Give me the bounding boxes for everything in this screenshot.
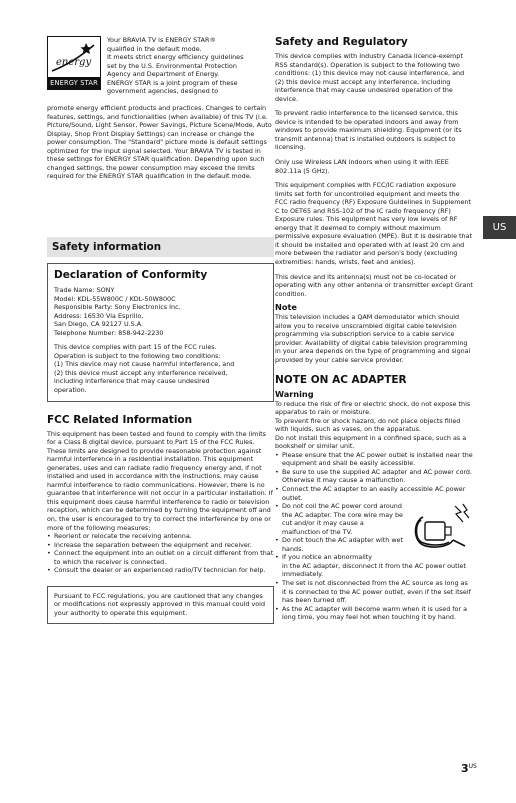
- fcc-pursuant-box: [47, 586, 274, 624]
- energy-intro-line: set by the U.S. Environmental Protection: [107, 61, 237, 70]
- region-tab-us: US: [483, 216, 516, 239]
- adapter-list-bottom: [275, 579, 473, 622]
- list-item: • The set is not disconnected from the AC source as long as it is connected to the AC power outlet, even if the set itself has been turned off.: [275, 579, 473, 605]
- safety-regulatory-heading: Safety and Regulatory: [275, 36, 408, 48]
- declaration-notice-line: (2) this device must accept any interference received,: [54, 368, 228, 377]
- declaration-of-conformity-box: [47, 263, 274, 402]
- list-item: • Increase the separation between the equipment and receiver.: [47, 541, 274, 550]
- list-item: • Connect the AC adapter to an easily accessible AC power outlet.: [275, 485, 473, 502]
- declaration-notice-line: This device complies with part 15 of the FCC rules.: [54, 343, 217, 352]
- list-item: • Reorient or relocate the receiving antenna.: [47, 532, 274, 541]
- declaration-notice: [54, 343, 267, 394]
- abnormality-continuation: in the AC adapter, disconnect it from the AC power outlet immediately.: [282, 561, 466, 579]
- declaration-line: Trade Name: SONY: [54, 286, 115, 294]
- declaration-line: Address: 16530 Via Esprillo,: [54, 311, 144, 320]
- warning-line: To reduce the risk of fire or electric shock, do not expose this apparatus to rain or moisture.: [275, 399, 471, 417]
- declaration-title: Declaration of Conformity: [54, 269, 208, 281]
- list-item: • Be sure to use the supplied AC adapter and AC power cord. Otherwise it may cause a malfunction.: [275, 468, 473, 485]
- page-number-value: 3: [461, 762, 469, 775]
- left-column: [47, 36, 274, 624]
- adapter-illustrated-block: [275, 502, 473, 579]
- ac-adapter-heading: NOTE ON AC ADAPTER: [275, 373, 407, 386]
- page-number-suffix: US: [468, 763, 477, 770]
- page-number: [461, 760, 477, 775]
- energy-intro-line: ENERGY STAR is a joint program of these: [107, 78, 238, 87]
- regulatory-paragraph: This device and its antenna(s) must not be co-located or operating with any other antenna or transmitter except Grant condition.: [275, 272, 473, 298]
- list-item: • Connect the equipment into an outlet on a circuit different from that to which the receiver is connected.: [47, 549, 274, 566]
- declaration-line: Telephone Number: 858-942-2230: [54, 328, 164, 337]
- warning-line: Do not install this equipment in a confined space, such as a bookshelf or similar unit.: [275, 433, 467, 451]
- adapter-list-narrow: [275, 502, 403, 562]
- energy-intro-line: Your BRAVIA TV is ENERGY STAR®: [107, 36, 216, 44]
- energy-intro-line: It meets strict energy efficiency guidelines: [107, 53, 244, 62]
- declaration-notice-line: (1) This device may not cause harmful interference, and: [54, 360, 235, 369]
- regulatory-paragraph: This equipment complies with FCC/IC radiation exposure limits set forth for uncontrolled equipment and meets the FCC radio frequency (RF) Exposure Guidelines in Supplement C to OET65 and RSS-102 of the IC radio frequency (RF) Exposure rules. This equipment has very low levels of RF energy that it deemed to comply without maximum permissive exposure evaluation (MPE). But it is desirable that it should be installed and operated with at least 20 cm and more between the radiator and person's body (excluding extremities: hands, wrists, feet and ankles).: [275, 181, 473, 267]
- coiled-cord-warning-icon: [409, 502, 471, 554]
- energy-paragraph: promote energy efficient products and practices. Changes to certain features, settings, and functionalities (when available) of this TV (i.e. Picture/Sound, Light Sensor, Power Savings, Picture Scene/Mode, Auto Display, Shop Front Display Settings) can increase or change the power consumption. The "Standard" picture mode is default settings optimized for the input signal selected. Your BRAVIA TV is tested in these settings for ENERGY STAR qualification. Depending upon such changed settings, the power consumption may exceed the limits required for the ENERGY STAR qualification in the default mode.: [47, 104, 272, 181]
- list-item: • As the AC adapter will become warm when it is used for a long time, you may feel hot when touching it by hand.: [275, 605, 473, 622]
- warning-heading: Warning: [275, 388, 314, 399]
- declaration-line: San Diego, CA 92127 U.S.A.: [54, 320, 144, 329]
- warning-line: To prevent fire or shock hazard, do not place objects filled with liquids, such as vases, on the apparatus.: [275, 416, 461, 434]
- note-body: This television includes a QAM demodulator which should allow you to receive unscrambled digital cable television programming via subscription service to a cable service provider. Availability of digital cable television programming in your area depends on the type of programming and signal provided by your cable service provider.: [275, 313, 471, 364]
- declaration-notice-line: including interference that may cause undesired: [54, 377, 210, 386]
- declaration-line: Model: KDL-55W800C / KDL-50W800C: [54, 294, 176, 303]
- list-item: • Do not touch the AC adapter with wet hands.: [275, 536, 403, 553]
- right-column: [275, 36, 473, 622]
- energy-star-label: ENERGY STAR: [48, 77, 100, 89]
- energy-star-logo: [47, 36, 101, 90]
- fcc-measures-list: [47, 532, 274, 575]
- list-item: • Consult the dealer or an experienced radio/TV technician for help.: [47, 566, 274, 575]
- energy-intro: [107, 36, 274, 96]
- declaration-notice-line: Operation is subject to the following two conditions:: [54, 351, 221, 360]
- fcc-pursuant-text: Pursuant to FCC regulations, you are cautioned that any changes or modifications not expressly approved in this manual could void your authority to operate this equipment.: [54, 591, 266, 617]
- svg-text:energy: energy: [56, 57, 92, 68]
- safety-information-heading: Safety information: [47, 237, 274, 257]
- energy-intro-line: Agency and Department of Energy.: [107, 70, 220, 79]
- declaration-notice-line: operation.: [54, 386, 87, 395]
- note-heading: Note: [275, 302, 297, 313]
- list-item: • If you notice an abnormality: [275, 553, 403, 562]
- regulatory-paragraph: To prevent radio interference to the licensed service, this device is intended to be operated indoors and away from windows to provide maximum shielding. Equipment (or its transmit antenna) that is installed outdoors is subject to licensing.: [275, 109, 462, 152]
- energy-intro-line: government agencies, designed to: [107, 87, 219, 96]
- list-item: • Please ensure that the AC power outlet is installed near the equipment and shall be easily accessible.: [275, 451, 473, 468]
- list-item: • Do not coil the AC power cord around the AC adapter. The core wire may be cut and/or it may cause a malfunction of the TV.: [275, 502, 403, 536]
- energy-star-section: [47, 36, 274, 224]
- adapter-list-top: [275, 451, 473, 502]
- fcc-body: This equipment has been tested and found to comply with the limits for a Class B digital device, pursuant to Part 15 of the FCC Rules. These limits are designed to provide reasonable protection against harmful interference in a residential installation. This equipment generates, uses and can radiate radio frequency energy and, if not installed and used in accordance with the instructions, may cause harmful interference to radio communications. However, there is no guarantee that interference will not occur in a particular installation. If this equipment does cause harmful interference to radio or television reception, which can be determined by turning the equipment off and on, the user is encouraged to try to correct the interference by one or more of the following measures:: [47, 429, 273, 532]
- energy-intro-line: qualified in the default mode.: [107, 44, 202, 53]
- regulatory-paragraph: Only use Wireless LAN indoors when using it with IEEE 802.11a (5 GHz).: [275, 158, 449, 175]
- fcc-heading: FCC Related Information: [47, 413, 193, 426]
- energy-star-icon: [48, 37, 100, 77]
- declaration-line: Responsible Party: Sony Electronics Inc.: [54, 303, 181, 312]
- regulatory-paragraph: This device complies with Industry Canada licence-exempt RSS standard(s). Operation is subject to the following two conditions: (1) this device may not cause interference, and (2) this device must accept any interference, including interference that may cause undesired operation of the device.: [275, 52, 465, 103]
